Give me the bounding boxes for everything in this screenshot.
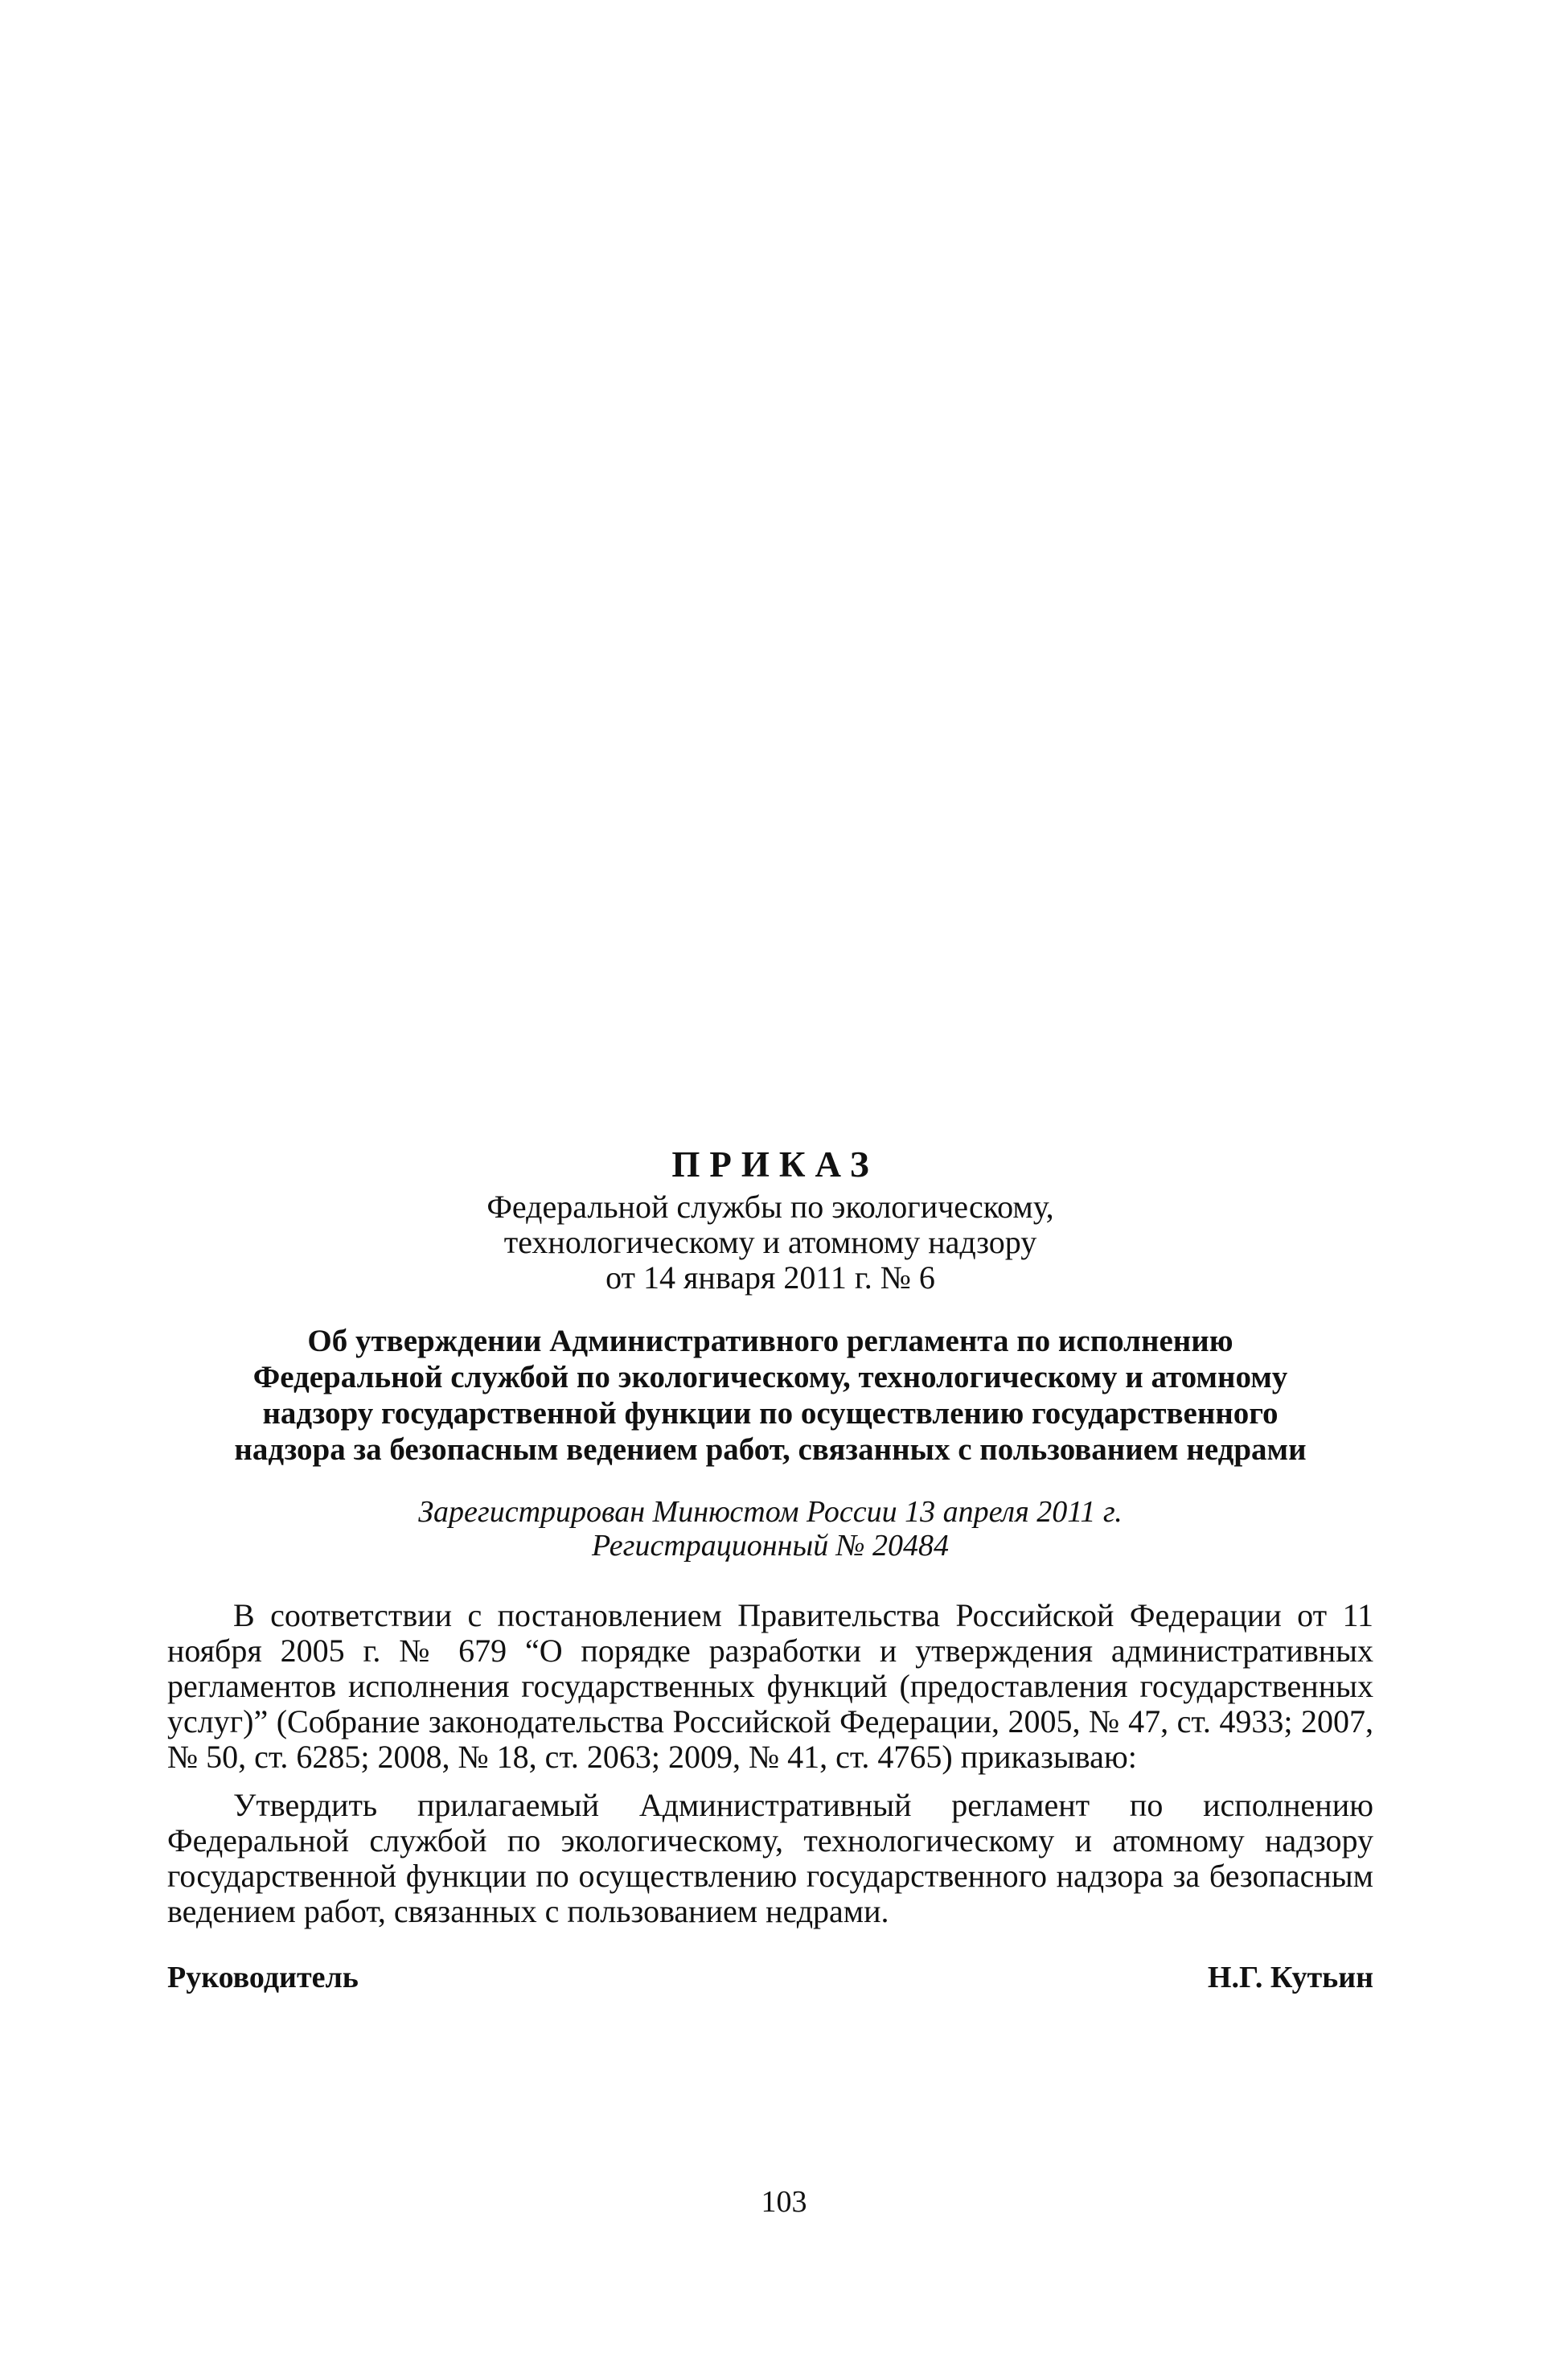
registration-line-1: Зарегистрирован Минюстом России 13 апреля 2011 г. xyxy=(418,1495,1123,1529)
signatory-position: Руководитель xyxy=(167,1961,359,1994)
document-type-heading: ПРИКАЗ xyxy=(671,1144,879,1185)
preamble-paragraph: В соответствии с постановлением Правительства Российской Федерации от 11 ноября 2005 г. № 679 “О порядке разработки и утверждения административных регламентов исполнения государственных функций (предоставления государственных услуг)” (Собрание законодательства Российской Федерации, 2005, № 47, ст. 4933; 2007, № 50, ст. 6285; 2008, № 18, ст. 2063; 2009, № 41, ст. 4765) приказываю: xyxy=(167,1597,1373,1775)
signature-block xyxy=(167,1960,1373,1995)
title-line-2: Федеральной службой по экологическому, технологическому и атомному xyxy=(252,1360,1288,1394)
title-line-4: надзора за безопасным ведением работ, связанных с пользованием недрами xyxy=(234,1432,1307,1467)
order-paragraph: Утвердить прилагаемый Административный регламент по исполнению Федеральной службой по экологическому, технологическому и атомному надзору государственной функции по осуществлению государственного надзора за безопасным ведением работ, связанных с пользованием недрами. xyxy=(167,1787,1373,1929)
document-title xyxy=(167,1323,1373,1468)
issuer-line-2: технологическому и атомному надзору xyxy=(503,1224,1037,1260)
registration-note xyxy=(167,1495,1373,1563)
document-column xyxy=(167,1143,1373,1995)
issuer-line-1: Федеральной службы по экологическому, xyxy=(486,1189,1054,1225)
title-line-1: Об утверждении Административного регламента по исполнению xyxy=(307,1324,1233,1358)
signatory-name: Н.Г. Кутьин xyxy=(1207,1961,1373,1994)
page-number: 103 xyxy=(761,2185,807,2219)
title-line-3: надзору государственной функции по осуществлению государственного xyxy=(262,1396,1279,1431)
issue-date-number: от 14 января 2011 г. № 6 xyxy=(605,1259,935,1296)
registration-line-2: Регистрационный № 20484 xyxy=(591,1529,950,1563)
